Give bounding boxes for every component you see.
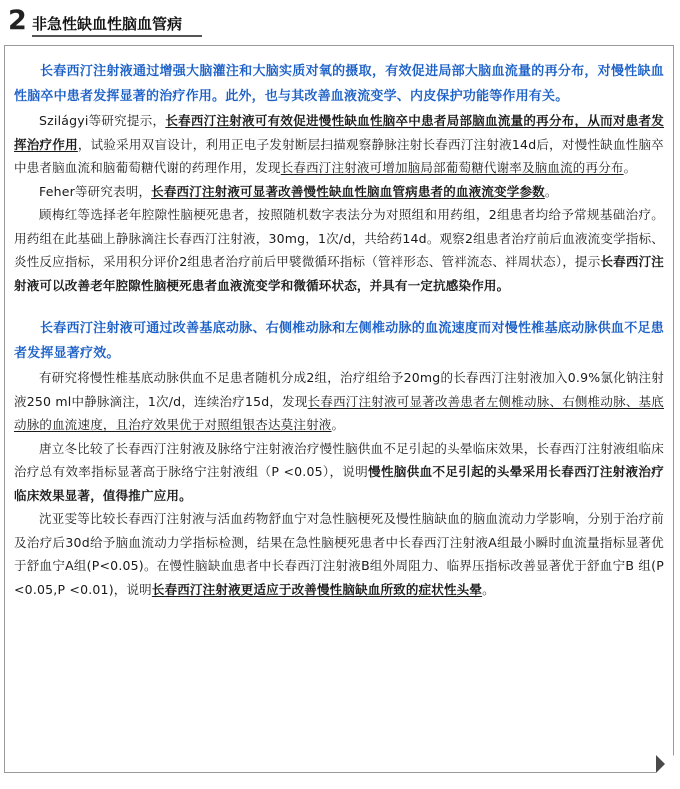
key-finding: 长春西汀注射液可显著改善患者左侧椎动脉、右侧椎动脉、基底动脉的血流速度，且治疗效果优于对照组银杏达莫注射液 [14, 393, 664, 432]
spacer [14, 297, 664, 316]
key-finding: 长春西汀注射液可以改善老年腔隙性脑梗死患者血液流变学和微循环状态，并具有一定抗感染作用。 [14, 254, 664, 293]
block1-paragraph-3 [14, 203, 664, 297]
block1-lead: 长春西汀注射液通过增强大脑灌注和大脑实质对氧的摄取，有效促进局部大脑血流量的再分布，对慢性缺血性脑卒中患者发挥显著的治疗作用。此外，也与其改善血液流变学、内皮保护功能等作用有关。 [14, 64, 664, 104]
key-finding: 慢性脑供血不足引起的头晕采用长春西汀注射液治疗临床效果显著，值得推广应用。 [14, 464, 664, 503]
block2-paragraph-3 [14, 507, 664, 601]
key-finding: 长春西汀注射液可显著改善慢性缺血性脑血管病患者的血液流变学参数 [151, 183, 545, 199]
section-number: 2 [8, 5, 27, 36]
key-finding: 长春西汀注射液可有效促进慢性缺血性脑卒中患者局部脑血流量的再分布，从而对患者发挥治疗作用 [14, 113, 664, 152]
text: 沈亚雯等比较长春西汀注射液与活血药物舒血宁对急性脑梗死及慢性脑缺血的脑血流动力学影响，分别于治疗前及治疗后30d给予脑血流动力学指标检测，结果在急性脑梗死患者中长春西汀注射液A组最小瞬时血流量指标显著优于舒血宁A组(P<0.05)。在慢性脑缺血患者中长春西汀注射液B组外周阻力、临界压指标改善显著优于舒血宁B 组(P <0.05,P <0.01)，说明 [14, 511, 664, 597]
section-header [0, 0, 680, 42]
block1-paragraph-1 [14, 109, 664, 180]
page-fold-mask [656, 755, 674, 773]
block2-paragraph-2 [14, 437, 664, 508]
block2-lead: 长春西汀注射液可通过改善基底动脉、右侧椎动脉和左侧椎动脉的血流速度而对慢性椎基底动脉供血不足患者发挥显著疗效。 [14, 321, 664, 361]
text: 。 [544, 183, 558, 199]
text: 。 [331, 417, 345, 432]
text: 。 [482, 581, 495, 597]
key-finding: 长春西汀注射液更适应于改善慢性脑缺血所致的症状性头晕 [151, 581, 483, 597]
block2-paragraph-1 [14, 366, 664, 437]
article-body [14, 59, 664, 601]
text: ，试验采用双盲设计，利用正电子发射断层扫描观察静脉注射长春西汀注射液14d后，对慢性缺血性脑卒中患者脑血流和脑葡萄糖代谢的药理作用，发现 [14, 136, 664, 175]
text: Feher等研究表明， [39, 183, 152, 199]
title-underline [32, 35, 202, 37]
text: 顾梅红等选择老年腔隙性脑梗死患者，按照随机数字表法分为对照组和用药组，2组患者均给予常规基础治疗。用药组在此基础上静脉滴注长春西汀注射液，30mg，1次/d，共给药14d。观察2组患者治疗前后血液流变学指标、炎性反应指标，采用积分评价2组患者治疗前后甲襞微循环指标（管袢形态、管袢流态、袢周状态），提示 [14, 207, 664, 269]
text: Szilágyi等研究提示， [39, 113, 166, 128]
text: 有研究将慢性椎基底动脉供血不足患者随机分成2组，治疗组给予20mg的长春西汀注射液加入0.9%氯化钠注射液250 ml中静脉滴注，1次/d，连续治疗15d，发现 [14, 370, 664, 409]
content-panel [4, 45, 674, 773]
text: 唐立冬比较了长春西汀注射液及脉络宁注射液治疗慢性脑供血不足引起的头晕临床效果，长春西汀注射液组临床治疗总有效率指标显著高于脉络宁注射液组（P <0.05），说明 [14, 440, 664, 479]
text: 。 [623, 160, 637, 175]
section-title: 非急性缺血性脑血管病 [32, 15, 183, 33]
key-finding: 长春西汀注射液可增加脑局部葡萄糖代谢率及脑血流的再分布 [280, 160, 624, 175]
block1-paragraph-2 [14, 180, 664, 204]
